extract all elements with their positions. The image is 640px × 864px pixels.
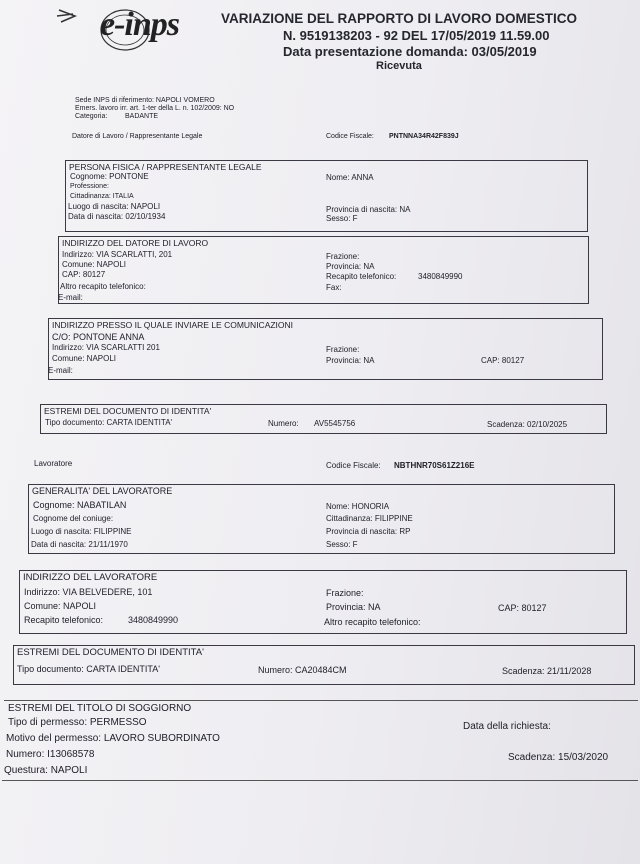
worker-city: Comune: NAPOLI (24, 601, 97, 611)
worker-sex: Sesso: F (326, 540, 358, 549)
worker-cf-label: Codice Fiscale: (326, 461, 381, 470)
employer-phone-value: 3480849990 (418, 272, 463, 281)
worker-phone-label: Recapito telefonico: (24, 615, 104, 625)
communication-city: Comune: NAPOLI (52, 354, 117, 363)
employer-cap: CAP: 80127 (62, 270, 106, 279)
communication-street: Indirizzo: VIA SCARLATTI 201 (52, 343, 160, 352)
employer-birthdate: Data di nascita: 02/10/1934 (68, 212, 166, 221)
permit-type: Tipo di permesso: PERMESSO (8, 717, 147, 728)
communication-fraction: Frazione: (326, 345, 360, 354)
worker-phone-value: 3480849990 (128, 615, 179, 625)
worker-birthplace: Luogo di nascita: FILIPPINE (31, 527, 132, 536)
employer-surname: Cognome: PONTONE (70, 172, 149, 181)
communication-address-title: INDIRIZZO PRESSO IL QUALE INVIARE LE COMUNICAZIONI (52, 320, 294, 330)
employer-id-expiry: Scadenza: 02/10/2025 (487, 420, 568, 429)
sede-inps: Sede INPS di riferimento: NAPOLI VOMERO (75, 97, 215, 104)
presentation-date: Data presentazione domanda: 03/05/2019 (283, 44, 537, 59)
employer-email: E-mail: (58, 293, 83, 302)
worker-birth-province: Provincia di nascita: RP (326, 527, 411, 536)
employer-city: Comune: NAPOLI (62, 260, 127, 269)
worker-address-box (19, 570, 627, 634)
employer-cf-label: Codice Fiscale: (326, 133, 374, 140)
employer-role-label: Datore di Lavoro / Rappresentante Legale (72, 133, 203, 140)
permit-number: Numero: I13068578 (6, 749, 95, 760)
worker-cap: CAP: 80127 (498, 603, 547, 613)
request-number: N. 9519138203 - 92 DEL 17/05/2019 11.59.00 (283, 28, 550, 43)
worker-province: Provincia: NA (326, 602, 381, 612)
employer-province: Provincia: NA (326, 262, 375, 271)
worker-id-doc-type: Tipo documento: CARTA IDENTITA' (17, 664, 160, 674)
employer-id-number-label: Numero: (268, 419, 299, 428)
worker-surname: Cognome: NABATILAN (33, 500, 127, 510)
employer-street: Indirizzo: VIA SCARLATTI, 201 (62, 250, 173, 259)
permit-expiry: Scadenza: 15/03/2020 (508, 752, 609, 763)
permit-top-rule (4, 700, 638, 701)
employer-id-number-value: AV5545756 (314, 419, 356, 428)
employer-cf-value: PNTNNA34R42F839J (389, 133, 459, 140)
communication-province: Provincia: NA (326, 356, 375, 365)
employer-name: Nome: ANNA (326, 173, 374, 182)
permit-request-date: Data della richiesta: (463, 721, 551, 732)
employer-fraction: Frazione: (326, 252, 360, 261)
worker-cf-value: NBTHNR70S61Z216E (394, 461, 475, 470)
worker-spouse-surname: Cognome del coniuge: (33, 514, 114, 523)
employer-address-title: INDIRIZZO DEL DATORE DI LAVORO (62, 238, 209, 248)
communication-email: E-mail: (48, 366, 73, 375)
employer-sex: Sesso: F (326, 214, 358, 223)
worker-id-expiry: Scadenza: 21/11/2028 (502, 666, 592, 676)
employer-person-title: PERSONA FISICA / RAPPRESENTANTE LEGALE (69, 162, 262, 172)
category-value: BADANTE (125, 113, 159, 120)
employer-birth-province: Provincia di nascita: NA (326, 205, 411, 214)
worker-general-title: GENERALITA' DEL LAVORATORE (32, 486, 173, 496)
communication-cap: CAP: 80127 (481, 356, 525, 365)
worker-street: Indirizzo: VIA BELVEDERE, 101 (24, 587, 153, 597)
worker-label: Lavoratore (34, 459, 73, 468)
worker-address-title: INDIRIZZO DEL LAVORATORE (23, 572, 158, 583)
logo-text: e-inps (100, 6, 179, 43)
worker-id-title: ESTREMI DEL DOCUMENTO DI IDENTITA' (17, 647, 204, 658)
worker-fraction: Frazione: (326, 588, 364, 598)
receipt-label: Ricevuta (376, 60, 422, 72)
employer-fax: Fax: (326, 283, 342, 292)
worker-name: Nome: HONORIA (326, 502, 390, 511)
employer-citizenship: Cittadinanza: ITALIA (70, 193, 134, 200)
communication-co: C/O: PONTONE ANNA (52, 332, 145, 342)
employer-phone-label: Recapito telefonico: (326, 272, 397, 281)
document-title: VARIAZIONE DEL RAPPORTO DI LAVORO DOMESTICO (221, 11, 578, 26)
worker-id-number: Numero: CA20484CM (258, 665, 347, 675)
permit-reason: Motivo del permesso: LAVORO SUBORDINATO (6, 733, 220, 744)
employer-other-phone: Altro recapito telefonico: (60, 282, 146, 291)
emersion-line: Emers. lavoro irr. art. 1-ter della L. n. 102/2009: NO (75, 105, 235, 112)
permit-bottom-rule (2, 780, 638, 781)
permit-questura: Questura: NAPOLI (4, 765, 88, 776)
worker-other-phone: Altro recapito telefonico: (324, 617, 421, 627)
employer-profession: Professione: (70, 183, 109, 190)
employer-id-title: ESTREMI DEL DOCUMENTO DI IDENTITA' (44, 406, 212, 416)
worker-birthdate: Data di nascita: 21/11/1970 (31, 540, 128, 549)
permit-title: ESTREMI DEL TITOLO DI SOGGIORNO (8, 703, 192, 714)
employer-address-box (58, 236, 589, 304)
worker-citizenship: Cittadinanza: FILIPPINE (326, 514, 413, 523)
employer-birthplace: Luogo di nascita: NAPOLI (68, 202, 161, 211)
employer-id-doc-type: Tipo documento: CARTA IDENTITA' (45, 418, 173, 427)
category-label: Categoria: (75, 113, 108, 120)
